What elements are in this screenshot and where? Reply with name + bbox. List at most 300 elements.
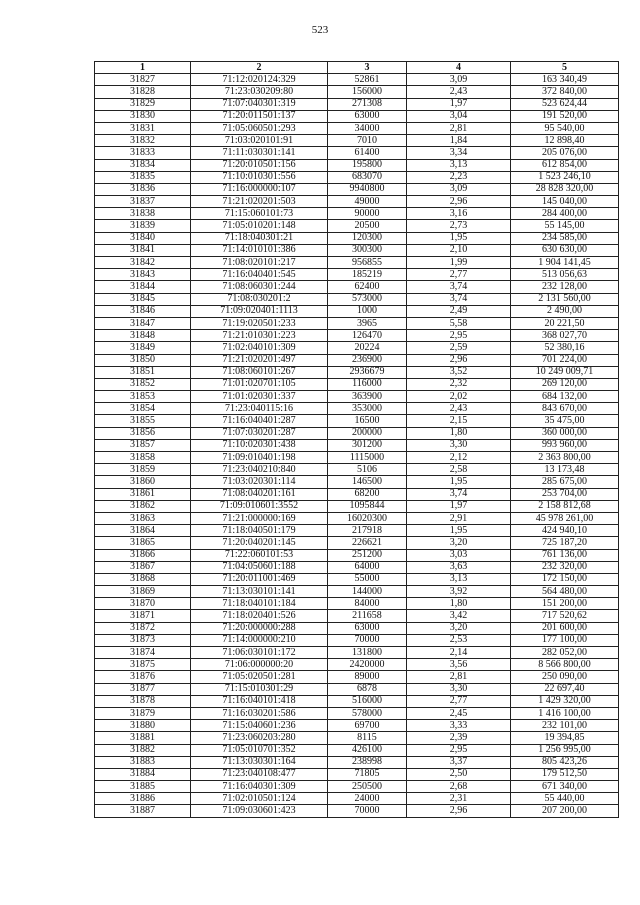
cell-value: 20 221,50: [511, 317, 619, 329]
cell-value: 684 132,00: [511, 391, 619, 403]
cell-index: 31852: [95, 378, 191, 390]
cell-rate: 2,02: [407, 391, 511, 403]
cell-cadastral-number: 71:08:060301:244: [191, 281, 328, 293]
cell-value: 95 540,00: [511, 122, 619, 134]
table-row: [95, 671, 619, 683]
table-row: [95, 159, 619, 171]
cell-rate: 2,73: [407, 220, 511, 232]
table-row: [95, 622, 619, 634]
cell-value: 19 394,85: [511, 732, 619, 744]
cell-cadastral-number: 71:05:060501:293: [191, 122, 328, 134]
cell-cadastral-number: 71:15:040601:236: [191, 720, 328, 732]
table-row: [95, 232, 619, 244]
cell-area: 34000: [328, 122, 407, 134]
cell-index: 31874: [95, 647, 191, 659]
cell-index: 31873: [95, 634, 191, 646]
cell-index: 31857: [95, 439, 191, 451]
cell-area: 16500: [328, 415, 407, 427]
cell-area: 89000: [328, 671, 407, 683]
cell-area: 5106: [328, 464, 407, 476]
cell-rate: 2,96: [407, 354, 511, 366]
cell-value: 701 224,00: [511, 354, 619, 366]
table-row: [95, 74, 619, 86]
table-row: [95, 330, 619, 342]
cell-rate: 3,37: [407, 756, 511, 768]
cell-cadastral-number: 71:02:040101:309: [191, 342, 328, 354]
cell-cadastral-number: 71:21:020201:497: [191, 354, 328, 366]
cell-value: 564 480,00: [511, 586, 619, 598]
cell-value: 13 173,48: [511, 464, 619, 476]
table-row: [95, 720, 619, 732]
cell-value: 201 600,00: [511, 622, 619, 634]
cell-cadastral-number: 71:11:030301:141: [191, 147, 328, 159]
cell-value: 8 566 800,00: [511, 659, 619, 671]
cell-area: 185219: [328, 269, 407, 281]
cell-rate: 3,03: [407, 549, 511, 561]
cell-area: 116000: [328, 378, 407, 390]
cell-index: 31848: [95, 330, 191, 342]
table-row: [95, 183, 619, 195]
table-body: [95, 74, 619, 817]
table-row: [95, 452, 619, 464]
cell-value: 253 704,00: [511, 488, 619, 500]
cell-cadastral-number: 71:21:000000:169: [191, 512, 328, 524]
cell-index: 31833: [95, 147, 191, 159]
cell-cadastral-number: 71:23:040108:477: [191, 768, 328, 780]
cell-value: 630 630,00: [511, 244, 619, 256]
cell-cadastral-number: 71:10:010301:556: [191, 171, 328, 183]
cell-cadastral-number: 71:16:040401:545: [191, 269, 328, 281]
cell-area: 300300: [328, 244, 407, 256]
cell-area: 1095844: [328, 500, 407, 512]
table-row: [95, 488, 619, 500]
cell-rate: 2,23: [407, 171, 511, 183]
cell-index: 31878: [95, 695, 191, 707]
cell-value: 55 440,00: [511, 793, 619, 805]
cell-value: 55 145,00: [511, 220, 619, 232]
cell-rate: 2,96: [407, 196, 511, 208]
table-row: [95, 427, 619, 439]
cell-cadastral-number: 71:09:010401:198: [191, 452, 328, 464]
cell-rate: 3,63: [407, 561, 511, 573]
cell-value: 172 150,00: [511, 573, 619, 585]
table-row: [95, 147, 619, 159]
cell-cadastral-number: 71:03:020101:91: [191, 135, 328, 147]
cell-cadastral-number: 71:15:060101:73: [191, 208, 328, 220]
cell-area: 20224: [328, 342, 407, 354]
cell-cadastral-number: 71:15:010301:29: [191, 683, 328, 695]
table-row: [95, 768, 619, 780]
cell-rate: 2,14: [407, 647, 511, 659]
cell-cadastral-number: 71:18:020401:526: [191, 610, 328, 622]
cell-value: 179 512,50: [511, 768, 619, 780]
table-row: [95, 86, 619, 98]
table-row: [95, 586, 619, 598]
cell-index: 31827: [95, 74, 191, 86]
table-row: [95, 793, 619, 805]
cell-area: 2420000: [328, 659, 407, 671]
table-row: [95, 122, 619, 134]
cell-value: 2 158 812,68: [511, 500, 619, 512]
cell-index: 31879: [95, 707, 191, 719]
data-table: [94, 61, 619, 818]
cell-index: 31838: [95, 208, 191, 220]
cell-cadastral-number: 71:20:010501:156: [191, 159, 328, 171]
cell-area: 131800: [328, 647, 407, 659]
table-row: [95, 244, 619, 256]
cell-area: 16020300: [328, 512, 407, 524]
cell-cadastral-number: 71:05:020501:281: [191, 671, 328, 683]
table-row: [95, 525, 619, 537]
cell-value: 234 585,00: [511, 232, 619, 244]
cell-value: 717 520,62: [511, 610, 619, 622]
cell-area: 1000: [328, 305, 407, 317]
cell-rate: 2,96: [407, 805, 511, 817]
cell-cadastral-number: 71:07:030201:287: [191, 427, 328, 439]
cell-rate: 3,74: [407, 488, 511, 500]
cell-rate: 2,59: [407, 342, 511, 354]
cell-value: 424 940,10: [511, 525, 619, 537]
cell-rate: 2,39: [407, 732, 511, 744]
page-number: 523: [311, 24, 329, 36]
cell-area: 64000: [328, 561, 407, 573]
cell-area: 71805: [328, 768, 407, 780]
cell-area: 126470: [328, 330, 407, 342]
table-row: [95, 293, 619, 305]
cell-cadastral-number: 71:18:040501:179: [191, 525, 328, 537]
cell-rate: 3,34: [407, 147, 511, 159]
cell-index: 31844: [95, 281, 191, 293]
cell-value: 761 136,00: [511, 549, 619, 561]
cell-rate: 3,56: [407, 659, 511, 671]
cell-area: 70000: [328, 805, 407, 817]
cell-area: 49000: [328, 196, 407, 208]
cell-area: 236900: [328, 354, 407, 366]
cell-cadastral-number: 71:10:020301:438: [191, 439, 328, 451]
cell-index: 31881: [95, 732, 191, 744]
cell-cadastral-number: 71:08:040201:161: [191, 488, 328, 500]
table-row: [95, 208, 619, 220]
cell-value: 232 128,00: [511, 281, 619, 293]
cell-rate: 1,95: [407, 476, 511, 488]
cell-cadastral-number: 71:21:020201:503: [191, 196, 328, 208]
cell-value: 1 416 100,00: [511, 707, 619, 719]
column-header: 1: [95, 62, 191, 74]
cell-value: 671 340,00: [511, 781, 619, 793]
cell-cadastral-number: 71:09:020401:1113: [191, 305, 328, 317]
cell-cadastral-number: 71:03:020301:114: [191, 476, 328, 488]
cell-rate: 2,95: [407, 330, 511, 342]
cell-cadastral-number: 71:08:060101:267: [191, 366, 328, 378]
cell-rate: 3,20: [407, 537, 511, 549]
cell-value: 993 960,00: [511, 439, 619, 451]
cell-rate: 1,97: [407, 500, 511, 512]
cell-cadastral-number: 71:23:040210:840: [191, 464, 328, 476]
cell-area: 956855: [328, 257, 407, 269]
cell-index: 31863: [95, 512, 191, 524]
cell-cadastral-number: 71:20:000000:288: [191, 622, 328, 634]
cell-value: 22 697,40: [511, 683, 619, 695]
table-row: [95, 171, 619, 183]
cell-cadastral-number: 71:23:060203:280: [191, 732, 328, 744]
cell-value: 250 090,00: [511, 671, 619, 683]
cell-index: 31871: [95, 610, 191, 622]
cell-rate: 2,31: [407, 793, 511, 805]
cell-index: 31867: [95, 561, 191, 573]
cell-area: 516000: [328, 695, 407, 707]
table-row: [95, 512, 619, 524]
cell-area: 62400: [328, 281, 407, 293]
cell-value: 191 520,00: [511, 110, 619, 122]
cell-rate: 2,77: [407, 269, 511, 281]
table-row: [95, 476, 619, 488]
cell-cadastral-number: 71:09:010601:3552: [191, 500, 328, 512]
cell-rate: 2,77: [407, 695, 511, 707]
cell-value: 28 828 320,00: [511, 183, 619, 195]
table-row: [95, 561, 619, 573]
cell-value: 232 320,00: [511, 561, 619, 573]
cell-index: 31839: [95, 220, 191, 232]
cell-cadastral-number: 71:13:030101:141: [191, 586, 328, 598]
table-row: [95, 549, 619, 561]
cell-rate: 1,95: [407, 525, 511, 537]
cell-area: 573000: [328, 293, 407, 305]
cell-index: 31828: [95, 86, 191, 98]
cell-area: 20500: [328, 220, 407, 232]
cell-rate: 2,10: [407, 244, 511, 256]
cell-rate: 3,74: [407, 293, 511, 305]
cell-cadastral-number: 71:14:010101:386: [191, 244, 328, 256]
cell-index: 31853: [95, 391, 191, 403]
table-row: [95, 805, 619, 817]
cell-cadastral-number: 71:20:040201:145: [191, 537, 328, 549]
cell-rate: 2,81: [407, 122, 511, 134]
cell-rate: 2,49: [407, 305, 511, 317]
cell-cadastral-number: 71:01:020701:105: [191, 378, 328, 390]
table-row: [95, 135, 619, 147]
cell-index: 31850: [95, 354, 191, 366]
cell-value: 1 523 246,10: [511, 171, 619, 183]
table-row: [95, 98, 619, 110]
table-row: [95, 391, 619, 403]
table-row: [95, 537, 619, 549]
cell-area: 3965: [328, 317, 407, 329]
cell-cadastral-number: 71:05:010201:148: [191, 220, 328, 232]
cell-cadastral-number: 71:05:010701:352: [191, 744, 328, 756]
cell-area: 24000: [328, 793, 407, 805]
cell-cadastral-number: 71:06:030101:172: [191, 647, 328, 659]
cell-rate: 2,43: [407, 403, 511, 415]
cell-rate: 3,13: [407, 573, 511, 585]
cell-area: 238998: [328, 756, 407, 768]
cell-index: 31859: [95, 464, 191, 476]
cell-cadastral-number: 71:04:050601:188: [191, 561, 328, 573]
column-header: 5: [511, 62, 619, 74]
table-row: [95, 281, 619, 293]
cell-area: 52861: [328, 74, 407, 86]
cell-value: 145 040,00: [511, 196, 619, 208]
cell-area: 211658: [328, 610, 407, 622]
cell-value: 523 624,44: [511, 98, 619, 110]
cell-area: 2936679: [328, 366, 407, 378]
cell-value: 1 904 141,45: [511, 257, 619, 269]
cell-area: 146500: [328, 476, 407, 488]
table-row: [95, 500, 619, 512]
cell-value: 207 200,00: [511, 805, 619, 817]
cell-index: 31856: [95, 427, 191, 439]
cell-area: 9940800: [328, 183, 407, 195]
table-row: [95, 439, 619, 451]
cell-value: 282 052,00: [511, 647, 619, 659]
cell-cadastral-number: 71:23:040115:16: [191, 403, 328, 415]
cell-index: 31884: [95, 768, 191, 780]
cell-area: 68200: [328, 488, 407, 500]
cell-index: 31872: [95, 622, 191, 634]
cell-index: 31831: [95, 122, 191, 134]
cell-index: 31845: [95, 293, 191, 305]
table-row: [95, 305, 619, 317]
cell-rate: 3,13: [407, 159, 511, 171]
cell-value: 372 840,00: [511, 86, 619, 98]
cell-cadastral-number: 71:16:030201:586: [191, 707, 328, 719]
cell-index: 31840: [95, 232, 191, 244]
cell-index: 31875: [95, 659, 191, 671]
cell-area: 144000: [328, 586, 407, 598]
cell-area: 120300: [328, 232, 407, 244]
cell-index: 31869: [95, 586, 191, 598]
cell-area: 200000: [328, 427, 407, 439]
cell-rate: 3,33: [407, 720, 511, 732]
cell-value: 10 249 009,71: [511, 366, 619, 378]
cell-area: 426100: [328, 744, 407, 756]
table-row: [95, 196, 619, 208]
cell-value: 725 187,20: [511, 537, 619, 549]
cell-rate: 2,45: [407, 707, 511, 719]
cell-index: 31882: [95, 744, 191, 756]
cell-index: 31886: [95, 793, 191, 805]
cell-index: 31866: [95, 549, 191, 561]
cell-cadastral-number: 71:19:020501:233: [191, 317, 328, 329]
cell-value: 205 076,00: [511, 147, 619, 159]
cell-area: 578000: [328, 707, 407, 719]
cell-value: 163 340,49: [511, 74, 619, 86]
table-row: [95, 573, 619, 585]
cell-rate: 5,58: [407, 317, 511, 329]
cell-index: 31834: [95, 159, 191, 171]
cell-area: 301200: [328, 439, 407, 451]
cell-area: 226621: [328, 537, 407, 549]
cell-rate: 3,16: [407, 208, 511, 220]
cell-value: 177 100,00: [511, 634, 619, 646]
cell-rate: 3,09: [407, 183, 511, 195]
cell-area: 353000: [328, 403, 407, 415]
cell-cadastral-number: 71:08:020101:217: [191, 257, 328, 269]
table-row: [95, 403, 619, 415]
table-row: [95, 659, 619, 671]
cell-index: 31835: [95, 171, 191, 183]
table-row: [95, 110, 619, 122]
column-header: 2: [191, 62, 328, 74]
cell-rate: 3,52: [407, 366, 511, 378]
cell-index: 31843: [95, 269, 191, 281]
cell-value: 2 490,00: [511, 305, 619, 317]
cell-index: 31829: [95, 98, 191, 110]
cell-index: 31849: [95, 342, 191, 354]
cell-area: 250500: [328, 781, 407, 793]
cell-area: 69700: [328, 720, 407, 732]
table-row: [95, 378, 619, 390]
cell-rate: 2,50: [407, 768, 511, 780]
cell-value: 612 854,00: [511, 159, 619, 171]
cell-area: 363900: [328, 391, 407, 403]
cell-value: 513 056,63: [511, 269, 619, 281]
cell-index: 31883: [95, 756, 191, 768]
cell-index: 31887: [95, 805, 191, 817]
table-row: [95, 366, 619, 378]
cell-area: 90000: [328, 208, 407, 220]
column-header: 4: [407, 62, 511, 74]
cell-cadastral-number: 71:20:011501:137: [191, 110, 328, 122]
cell-rate: 3,30: [407, 683, 511, 695]
cell-rate: 2,53: [407, 634, 511, 646]
cell-rate: 3,42: [407, 610, 511, 622]
cell-cadastral-number: 71:14:000000:210: [191, 634, 328, 646]
cell-rate: 1,84: [407, 135, 511, 147]
cell-index: 31858: [95, 452, 191, 464]
cell-index: 31830: [95, 110, 191, 122]
table-row: [95, 415, 619, 427]
cell-index: 31870: [95, 598, 191, 610]
cell-area: 63000: [328, 110, 407, 122]
cell-rate: 3,04: [407, 110, 511, 122]
cell-rate: 2,43: [407, 86, 511, 98]
column-header: 3: [328, 62, 407, 74]
cell-cadastral-number: 71:06:000000:20: [191, 659, 328, 671]
table-row: [95, 317, 619, 329]
cell-index: 31868: [95, 573, 191, 585]
cell-area: 217918: [328, 525, 407, 537]
table-row: [95, 269, 619, 281]
cell-rate: 1,80: [407, 427, 511, 439]
cell-cadastral-number: 71:08:030201:2: [191, 293, 328, 305]
cell-area: 84000: [328, 598, 407, 610]
cell-rate: 1,97: [407, 98, 511, 110]
cell-rate: 1,95: [407, 232, 511, 244]
cell-cadastral-number: 71:18:040101:184: [191, 598, 328, 610]
cell-value: 843 670,00: [511, 403, 619, 415]
cell-area: 683070: [328, 171, 407, 183]
cell-rate: 1,80: [407, 598, 511, 610]
cell-cadastral-number: 71:22:060101:53: [191, 549, 328, 561]
table-row: [95, 610, 619, 622]
cell-value: 805 423,26: [511, 756, 619, 768]
cell-area: 6878: [328, 683, 407, 695]
cell-value: 2 131 560,00: [511, 293, 619, 305]
cell-cadastral-number: 71:16:000000:107: [191, 183, 328, 195]
table-row: [95, 756, 619, 768]
cell-value: 151 200,00: [511, 598, 619, 610]
cell-value: 1 429 320,00: [511, 695, 619, 707]
table-row: [95, 464, 619, 476]
cell-rate: 3,30: [407, 439, 511, 451]
cell-cadastral-number: 71:07:040301:319: [191, 98, 328, 110]
cell-index: 31876: [95, 671, 191, 683]
cell-value: 52 380,16: [511, 342, 619, 354]
table-row: [95, 220, 619, 232]
cell-value: 1 256 995,00: [511, 744, 619, 756]
cell-cadastral-number: 71:02:010501:124: [191, 793, 328, 805]
table-row: [95, 634, 619, 646]
